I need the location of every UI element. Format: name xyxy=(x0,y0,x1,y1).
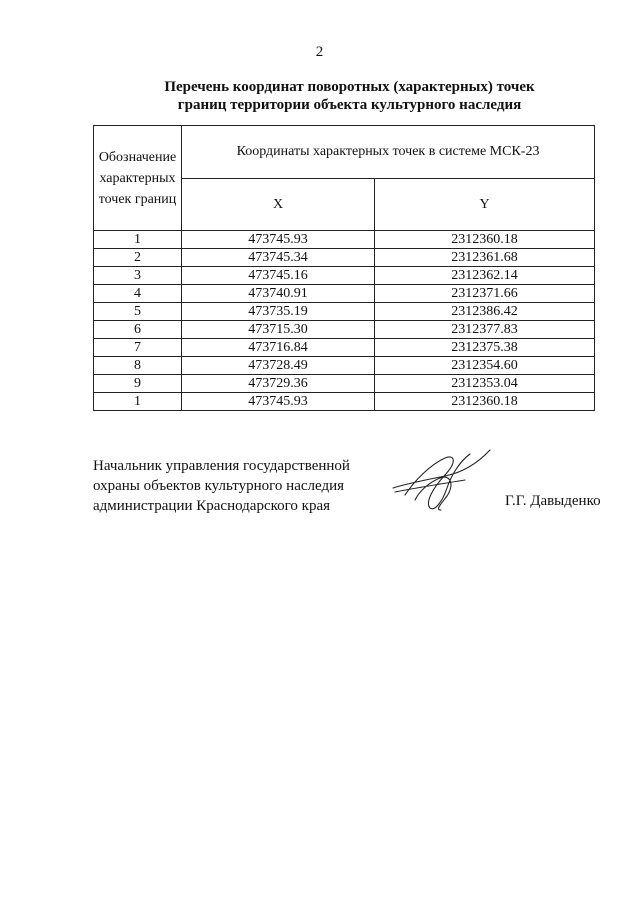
point-number-cell: 1 xyxy=(94,393,182,411)
handwritten-signature xyxy=(385,440,505,515)
point-number-cell: 2 xyxy=(94,249,182,267)
title-line-1: Перечень координат поворотных (характерных) точек xyxy=(164,79,535,95)
x-coordinate-cell: 473745.34 xyxy=(182,249,375,267)
table-row xyxy=(94,357,595,375)
page-number: 2 xyxy=(315,44,324,60)
y-coordinate-cell: 2312377.83 xyxy=(375,321,595,339)
table-row xyxy=(94,231,595,249)
table-row xyxy=(94,303,595,321)
table-row xyxy=(94,339,595,357)
x-coordinate-cell: 473745.16 xyxy=(182,267,375,285)
table-row xyxy=(94,267,595,285)
x-coordinate-cell: 473745.93 xyxy=(182,393,375,411)
point-header-line-3: точек границ xyxy=(98,191,177,207)
y-coordinate-cell: 2312386.42 xyxy=(375,303,595,321)
coordinates-system-header: Координаты характерных точек в системе МСК-23 xyxy=(182,126,595,179)
table-row xyxy=(94,249,595,267)
point-number-cell: 4 xyxy=(94,285,182,303)
x-coordinate-cell: 473740.91 xyxy=(182,285,375,303)
table-row xyxy=(94,321,595,339)
x-coordinate-cell: 473745.93 xyxy=(182,231,375,249)
point-number-cell: 8 xyxy=(94,357,182,375)
table-row xyxy=(94,393,595,411)
point-number-cell: 9 xyxy=(94,375,182,393)
signer-name: Г.Г. Давыденко xyxy=(505,493,601,509)
x-coordinate-cell: 473728.49 xyxy=(182,357,375,375)
signer-position xyxy=(93,456,350,516)
x-coordinate-cell: 473716.84 xyxy=(182,339,375,357)
document-title xyxy=(60,78,639,114)
x-column-header: X xyxy=(182,179,375,231)
y-coordinate-cell: 2312353.04 xyxy=(375,375,595,393)
signer-position-line-1: Начальник управления государственной xyxy=(93,458,350,474)
x-coordinate-cell: 473715.30 xyxy=(182,321,375,339)
point-number-cell: 5 xyxy=(94,303,182,321)
point-number-cell: 3 xyxy=(94,267,182,285)
signer-position-line-2: охраны объектов культурного наследия xyxy=(93,478,345,494)
point-header-line-2: характерных xyxy=(99,170,176,186)
x-coordinate-cell: 473735.19 xyxy=(182,303,375,321)
y-coordinate-cell: 2312375.38 xyxy=(375,339,595,357)
coordinates-table xyxy=(93,125,595,411)
point-designation-header xyxy=(94,126,182,231)
y-coordinate-cell: 2312371.66 xyxy=(375,285,595,303)
point-header-line-1: Обозначение xyxy=(98,149,177,165)
point-number-cell: 6 xyxy=(94,321,182,339)
point-number-cell: 7 xyxy=(94,339,182,357)
signer-position-line-3: администрации Краснодарского края xyxy=(93,498,331,514)
point-number-cell: 1 xyxy=(94,231,182,249)
y-coordinate-cell: 2312354.60 xyxy=(375,357,595,375)
y-coordinate-cell: 2312361.68 xyxy=(375,249,595,267)
table-row xyxy=(94,285,595,303)
table-row xyxy=(94,375,595,393)
x-coordinate-cell: 473729.36 xyxy=(182,375,375,393)
y-coordinate-cell: 2312360.18 xyxy=(375,231,595,249)
title-line-2: границ территории объекта культурного наследия xyxy=(177,97,522,113)
y-coordinate-cell: 2312360.18 xyxy=(375,393,595,411)
y-column-header: Y xyxy=(375,179,595,231)
y-coordinate-cell: 2312362.14 xyxy=(375,267,595,285)
